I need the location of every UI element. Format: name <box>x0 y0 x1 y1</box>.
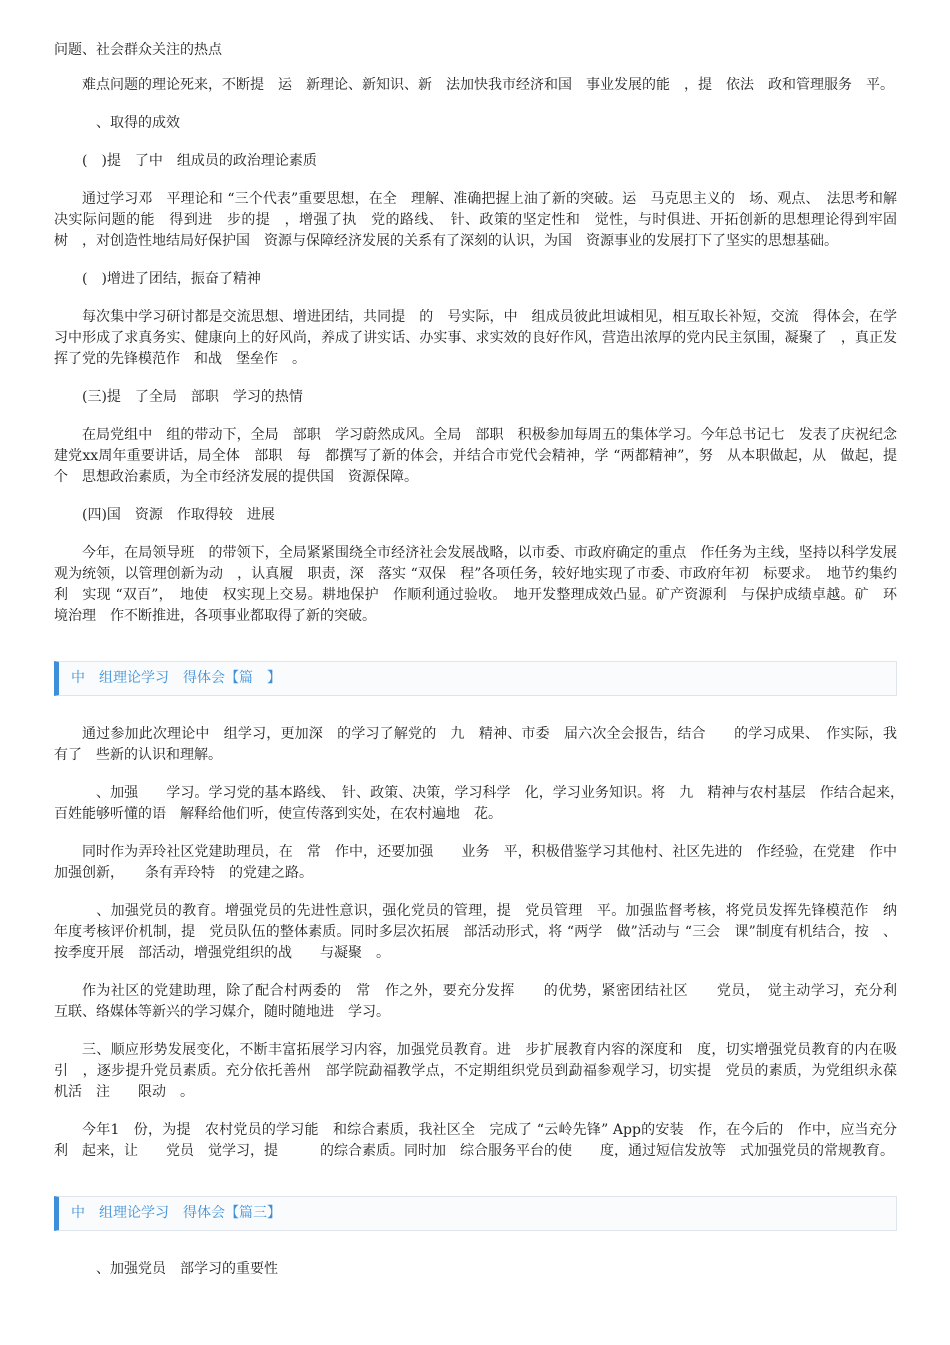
section-subtitle: (三)提 了全局 部职 学习的热情 <box>82 389 303 405</box>
section-subtitle: 、取得的成效 <box>82 115 180 131</box>
section-header-part2 <box>54 661 897 696</box>
paragraph: 难点问题的理论死来，不断提 运 新理论、新知识、新 法加快我市经济和国 事业发展的能 ，提 依法 政和管理服务 平。 <box>82 77 894 93</box>
paragraph: 今年，在局领导班 的带领下，全局紧紧围绕全市经济社会发展战略，以市委、市政府确定的重点 作任务为主线，坚持以科学发展观为统领，以管理创新为动 ，认真履 职责，深 落实 “双保 程”各项任务，较好地实现了市委、市政府年初 标要求。 地节约集约利 实现 “双百”， 地使 权实现上交易。耕地保护 作顺利通过验收。 地开发整理成效凸显。矿产资源利 与保护成绩卓越。矿 环境治理 作不断推进，各项事业都取得了新的突破。 <box>54 545 897 624</box>
paragraph: 每次集中学习研讨都是交流思想、增进团结，共同提 的 号实际，中 组成员彼此坦诚相见，相互取长补短，交流 得体会，在学习中形成了求真务实、健康向上的好风尚，养成了讲实话、办实事、求实效的良好作风，营造出浓厚的党内民主氛围，凝聚了 ，真正发挥了党的先锋模范作 和战 堡垒作 。 <box>54 309 897 367</box>
paragraph: 通过参加此次理论中 组学习，更加深 的学习了解党的 九 精神、市委 届六次全会报告，结合 的学习成果、 作实际，我有了 些新的认识和理解。 <box>54 726 897 763</box>
section-header-title: 中 组理论学习 得体会【篇三】 <box>71 1205 281 1221</box>
paragraph: 同时作为弄玲社区党建助理员，在 常 作中，还要加强 业务 平，积极借鉴学习其他村、社区先进的 作经验，在党建 作中加强创新， 条有弄玲特 的党建之路。 <box>54 844 897 881</box>
paragraph: 、加强 学习。学习党的基本路线、 针、政策、决策，学习科学 化，学习业务知识。将 九 精神与农村基层 作结合起来， 百姓能够听懂的语 解释给他们听，使宣传落到实处，在农村遍地 花。 <box>54 785 911 822</box>
document-page <box>54 40 911 1280</box>
section-subtitle: 、加强党员 部学习的重要性 <box>82 1261 278 1277</box>
paragraph: 通过学习邓 平理论和 “三个代表”重要思想，在全 理解、准确把握上油了新的突破。运 马克思主义的 场、观点、 法思考和解决实际问题的能 得到进 步的提 ，增强了执 党的路线、 针、政策的坚定性和 觉性，与时俱进、开拓创新的思想理论得到牢固树 ，对创造性地结局好保护国 资源与保障经济发展的关系有了深刻的认识，为国 资源事业的发展打下了坚实的思想基础。 <box>54 191 897 249</box>
section-subtitle: ( )提 了中 组成员的政治理论素质 <box>82 153 317 169</box>
section-header-title: 中 组理论学习 得体会【篇 】 <box>71 670 281 686</box>
section-header-part3 <box>54 1196 897 1231</box>
paragraph: 问题、社会群众关注的热点 <box>54 42 222 58</box>
section-subtitle: ( )增进了团结，振奋了精神 <box>82 271 261 287</box>
paragraph: 今年1 份，为提 农村党员的学习能 和综合素质，我社区全 完成了 “云岭先锋” App的安装 作，在今后的 作中，应当充分利 起来，让 党员 觉学习，提 的综合素质。同时加 综合服务平台的使 度，通过短信发放等 式加强党员的常规教育。 <box>54 1122 897 1159</box>
paragraph: 三、顺应形势发展变化，不断丰富拓展学习内容，加强党员教育。进 步扩展教育内容的深度和 度，切实增强党员教育的内在吸引 ，逐步提升党员素质。充分依托善州 部学院勐福教学点，不定期组织党员到勐福参观学习，切实提 党员的素质，为党组织永葆 机活 注 限动 。 <box>54 1042 911 1100</box>
paragraph: 在局党组中 组的带动下，全局 部职 学习蔚然成风。全局 部职 积极参加每周五的集体学习。今年总书记七 发表了庆祝纪念建党xx周年重要讲话，局全体 部职 每 都撰写了新的体会，并结合市党代会精神，学 “两都精神”，努 从本职做起，从 做起，提 个 思想政治素质，为全市经济发展的提供国 资源保障。 <box>54 427 911 485</box>
paragraph: 作为社区的党建助理，除了配合村两委的 常 作之外，要充分发挥 的优势，紧密团结社区 党员， 觉主动学习，充分利 互联、络媒体等新兴的学习媒介，随时随地进 学习。 <box>54 983 911 1020</box>
section-subtitle: (四)国 资源 作取得较 进展 <box>82 507 275 523</box>
paragraph: 、加强党员的教育。增强党员的先进性意识，强化党员的管理，提 党员管理 平。加强监督考核，将党员发挥先锋模范作 纳 年度考核评价机制，提 党员队伍的整体素质。同时多层次拓展 部活动形式，将 “两学 做”活动与 “三会 课”制度有机结合，按 、按季度开展 部活动，增强党组织的战 与凝聚 。 <box>54 903 911 961</box>
